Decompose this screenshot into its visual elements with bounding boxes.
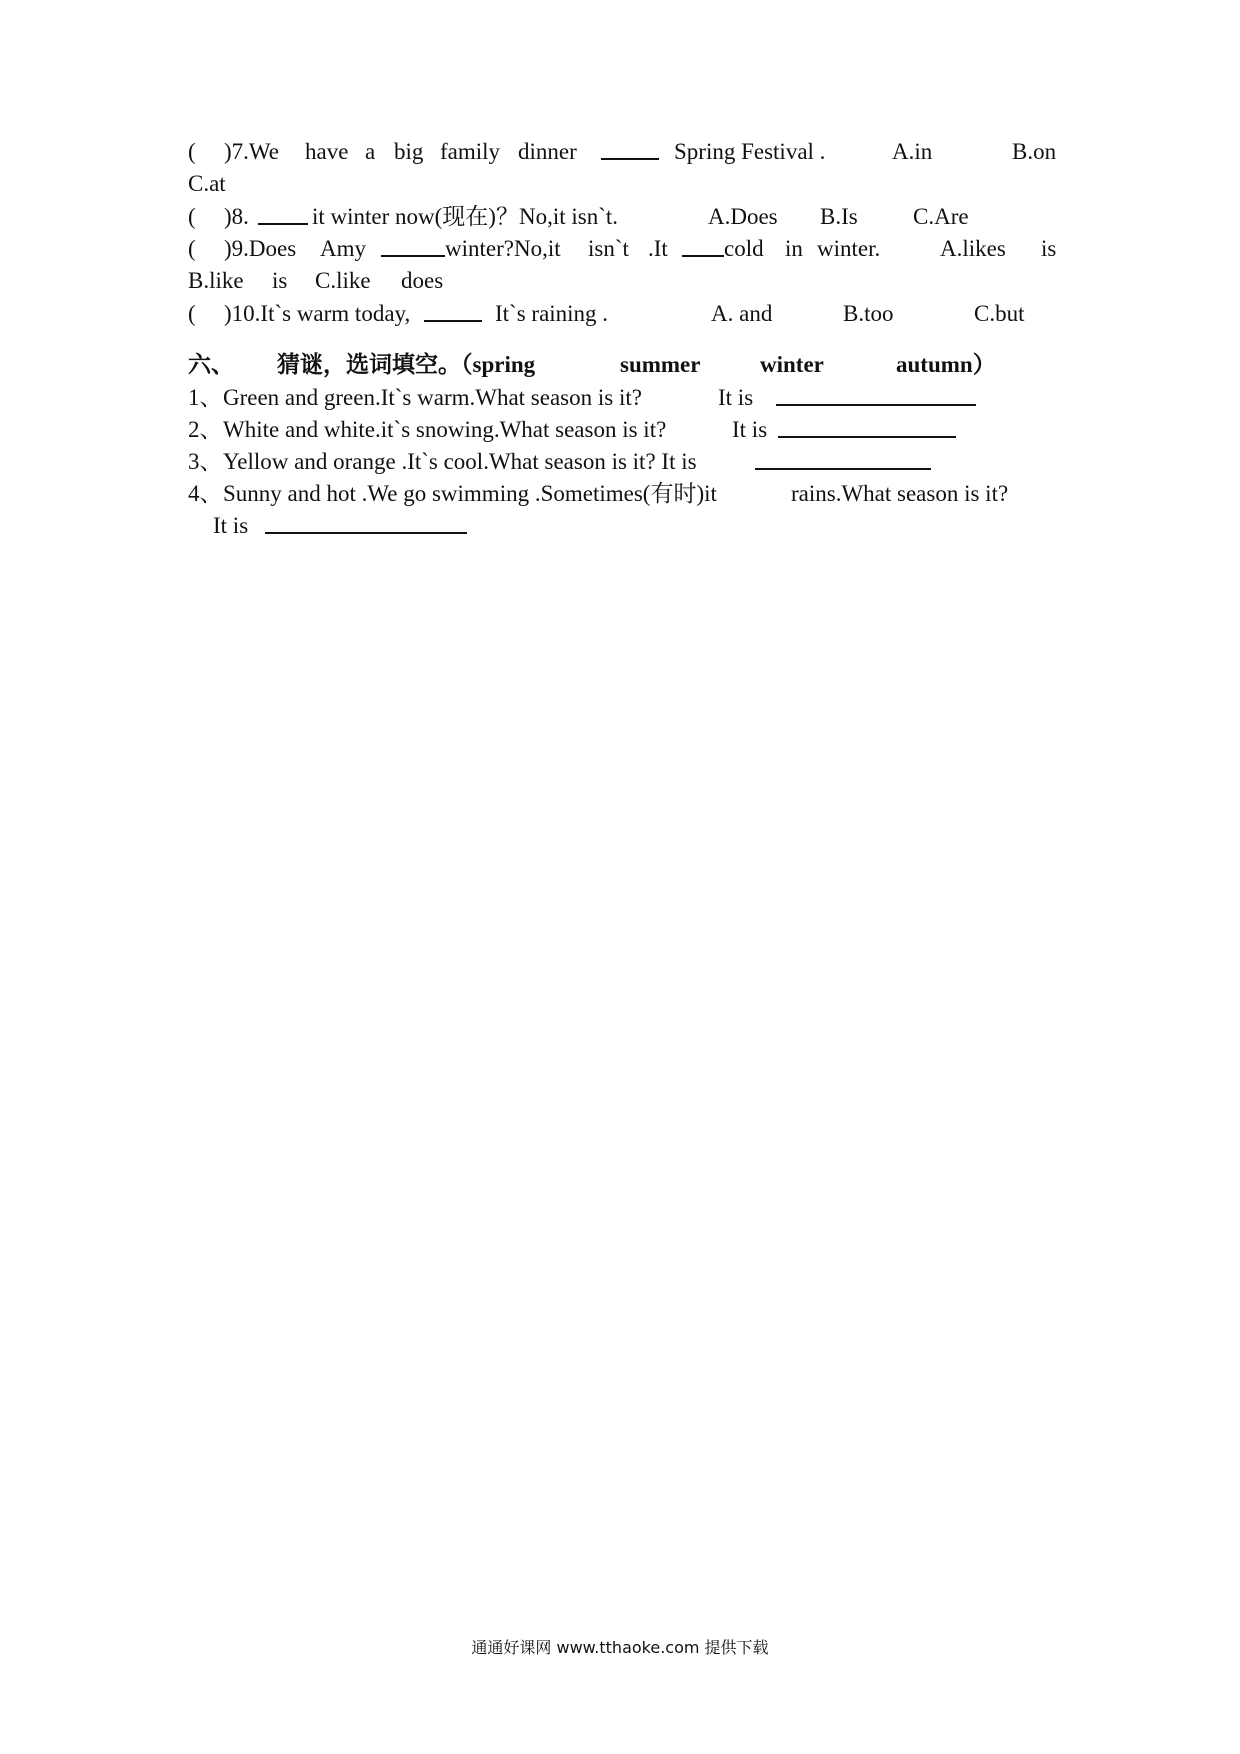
section-number: 六、 <box>188 352 234 377</box>
question-9-continued <box>188 267 1060 295</box>
answer-blank[interactable] <box>755 448 931 477</box>
option-a: A.Does <box>708 204 778 229</box>
question-10 <box>188 300 1060 328</box>
option-a: A. and <box>711 301 773 326</box>
answer-paren: ( <box>188 204 196 229</box>
option-c: C.like <box>315 268 371 293</box>
word-choice: winter <box>760 352 824 377</box>
question-word: in <box>785 236 803 261</box>
question-word: big <box>394 139 424 164</box>
question-word: winter. <box>817 236 881 261</box>
riddle-text: Green and green.It`s warm.What season is it? <box>223 385 642 410</box>
answer-prefix: It is <box>213 513 249 538</box>
question-7 <box>188 138 1060 166</box>
question-word: dinner <box>518 139 577 164</box>
option-c: C.but <box>974 301 1025 326</box>
riddle-2 <box>188 416 1060 444</box>
riddle-text: Sunny and hot .We go swimming .Sometimes(有时)it <box>223 481 717 506</box>
answer-blank[interactable] <box>776 384 976 413</box>
riddle-4 <box>188 480 1060 508</box>
word-choice: autumn） <box>896 352 996 377</box>
option-a: A.in <box>892 139 933 164</box>
question-word: have <box>305 139 349 164</box>
option-b: B.too <box>843 301 894 326</box>
riddle-4-answer <box>188 512 1060 540</box>
riddle-number: 2、 <box>188 417 223 442</box>
riddle-text: Yellow and orange .It`s cool.What season is it? It is <box>223 449 697 474</box>
option-b: B.like <box>188 268 244 293</box>
riddle-number: 4、 <box>188 481 223 506</box>
question-number: )7.We <box>224 139 279 164</box>
option-b: B.on <box>1012 139 1057 164</box>
answer-blank[interactable] <box>381 235 445 264</box>
answer-blank[interactable] <box>682 235 724 264</box>
question-number: )10.It`s warm today, <box>224 301 411 326</box>
answer-blank[interactable] <box>424 300 482 329</box>
option-b: B.Is <box>820 204 858 229</box>
question-8 <box>188 203 1060 231</box>
question-number: )8. <box>224 204 249 229</box>
question-7-continued <box>188 170 1060 198</box>
question-word: Amy <box>320 236 366 261</box>
section-title: 猜谜，选词填空。（spring <box>277 352 536 377</box>
question-word: family <box>440 139 501 164</box>
riddle-number: 1、 <box>188 385 223 410</box>
question-word: a <box>365 139 376 164</box>
question-text: cold <box>724 236 764 261</box>
word-choice: summer <box>620 352 701 377</box>
section-heading <box>188 350 1060 380</box>
question-9 <box>188 235 1060 263</box>
question-text: winter?No,it <box>445 236 561 261</box>
answer-paren: ( <box>188 301 196 326</box>
page-footer: 通通好课网 www.tthaoke.com 提供下载 <box>471 1638 769 1657</box>
answer-blank[interactable] <box>601 138 659 167</box>
question-text: It`s raining . <box>495 301 609 326</box>
answer-prefix: It is <box>732 417 768 442</box>
option-a-word: is <box>1041 236 1057 261</box>
answer-paren: ( <box>188 236 196 261</box>
option-c-word: does <box>401 268 444 293</box>
answer-prefix: It is <box>718 385 754 410</box>
question-word: .It <box>648 236 668 261</box>
option-b-word: is <box>272 268 288 293</box>
question-text: Spring Festival . <box>674 139 826 164</box>
answer-paren: ( <box>188 139 196 164</box>
answer-blank[interactable] <box>265 512 467 541</box>
question-number: )9.Does <box>224 236 297 261</box>
answer-blank[interactable] <box>258 203 308 232</box>
question-word: isn`t <box>588 236 629 261</box>
riddle-number: 3、 <box>188 449 223 474</box>
riddle-3 <box>188 448 1060 476</box>
answer-blank[interactable] <box>778 416 956 445</box>
question-text: it winter now(现在)？No,it isn`t. <box>312 204 618 229</box>
riddle-1 <box>188 384 1060 412</box>
riddle-text: rains.What season is it? <box>791 481 1009 506</box>
option-c: C.at <box>188 171 226 196</box>
option-a: A.likes <box>940 236 1006 261</box>
riddle-text: White and white.it`s snowing.What season is it? <box>223 417 667 442</box>
option-c: C.Are <box>913 204 969 229</box>
